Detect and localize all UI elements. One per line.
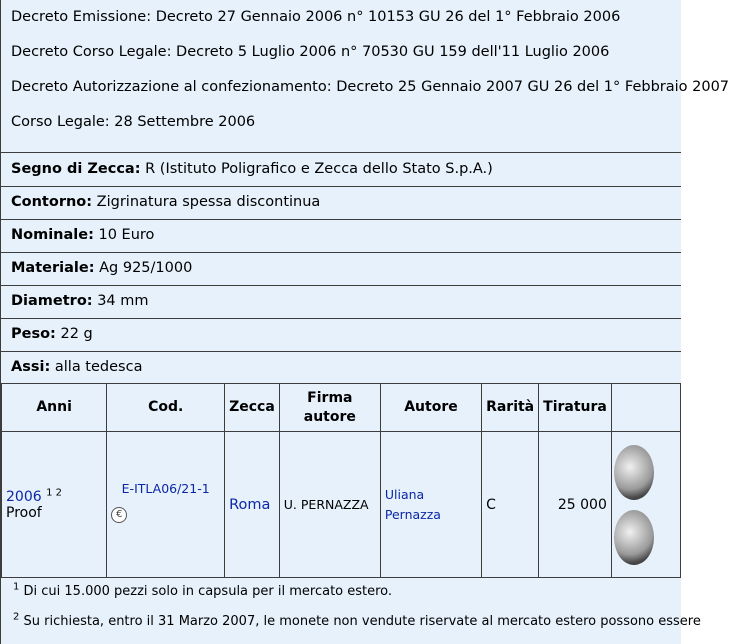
prop-label: Segno di Zecca: [11,161,141,177]
table-row [2,432,681,578]
prop-value: 22 g [60,326,93,342]
prop-contorno [1,186,681,219]
cell-rarita: C [482,432,539,578]
prop-value: 34 mm [97,293,149,309]
euro-icon[interactable]: € [111,507,127,523]
footnote-num: 1 [13,581,20,593]
code-link[interactable]: E-ITLA06/21-1 [121,480,210,496]
prop-label: Peso: [11,326,56,342]
prop-assi [1,351,681,384]
proof-label: Proof [6,504,42,521]
zecca-link[interactable]: Roma [229,496,271,513]
col-autore: Autore [380,384,481,432]
prop-label: Diametro: [11,293,93,309]
col-zecca: Zecca [225,384,280,432]
cell-tiratura: 25 000 [539,432,612,578]
coin-obverse-image[interactable] [614,445,654,500]
cell-cod [107,432,225,578]
prop-segno-zecca [1,153,681,186]
decreto-corso-legale: Decreto Corso Legale: Decreto 5 Luglio 2006 n° 70530 GU 159 dell'11 Luglio 2006 [11,44,610,60]
col-tiratura: Tiratura [539,384,612,432]
author-first: Uliana [384,486,425,502]
prop-nominale [1,219,681,252]
prop-label: Nominale: [11,227,94,243]
col-cod: Cod. [107,384,225,432]
coin-reverse-image[interactable] [614,510,654,565]
col-rarita: Rarità [482,384,539,432]
coins-table [1,383,681,578]
cell-immagine [611,432,680,578]
cell-anni [2,432,107,578]
autore-label: autore [303,408,356,425]
cell-firma: U. PERNAZZA [279,432,380,578]
corso-legale: Corso Legale: 28 Settembre 2006 [11,114,256,130]
col-immagine [611,384,680,432]
prop-value: Ag 925/1000 [99,260,193,276]
prop-value: R (Istituto Poligrafico e Zecca dello Stato S.p.A.) [145,161,493,177]
cell-autore [380,432,481,578]
prop-materiale [1,252,681,285]
year-link[interactable]: 2006 [6,488,42,505]
footnote-2 [1,607,701,637]
author-last: Pernazza [384,506,441,522]
author-link[interactable] [385,487,441,522]
col-firma-autore [279,384,380,432]
decreto-autorizzazione: Decreto Autorizzazione al confezionamento: Decreto 25 Gennaio 2007 GU 26 del 1° Febbraio 2007 [11,79,729,95]
col-anni: Anni [2,384,107,432]
table-header-row [2,384,681,432]
footnotes [1,577,701,637]
prop-value: 10 Euro [98,227,155,243]
prop-value: Zigrinatura spessa discontinua [96,194,321,210]
footnote-text: Su richiesta, entro il 31 Marzo 2007, le monete non vendute riservate al mercato estero possono essere [23,614,701,629]
decreto-emissione: Decreto Emissione: Decreto 27 Gennaio 2006 n° 10153 GU 26 del 1° Febbraio 2006 [11,9,621,25]
footnote-text: Di cui 15.000 pezzi solo in capsula per il mercato estero. [23,584,393,599]
prop-label: Contorno: [11,194,93,210]
prop-diametro [1,285,681,318]
footnote-refs[interactable]: 1 2 [46,486,62,498]
footnote-1 [1,577,681,607]
firma-label: Firma [307,389,353,406]
prop-label: Materiale: [11,260,95,276]
prop-value: alla tedesca [54,359,143,375]
footnote-num: 2 [13,611,20,623]
cell-zecca [225,432,280,578]
decreti-section [1,0,729,140]
prop-peso [1,318,681,351]
prop-label: Assi: [11,359,51,375]
